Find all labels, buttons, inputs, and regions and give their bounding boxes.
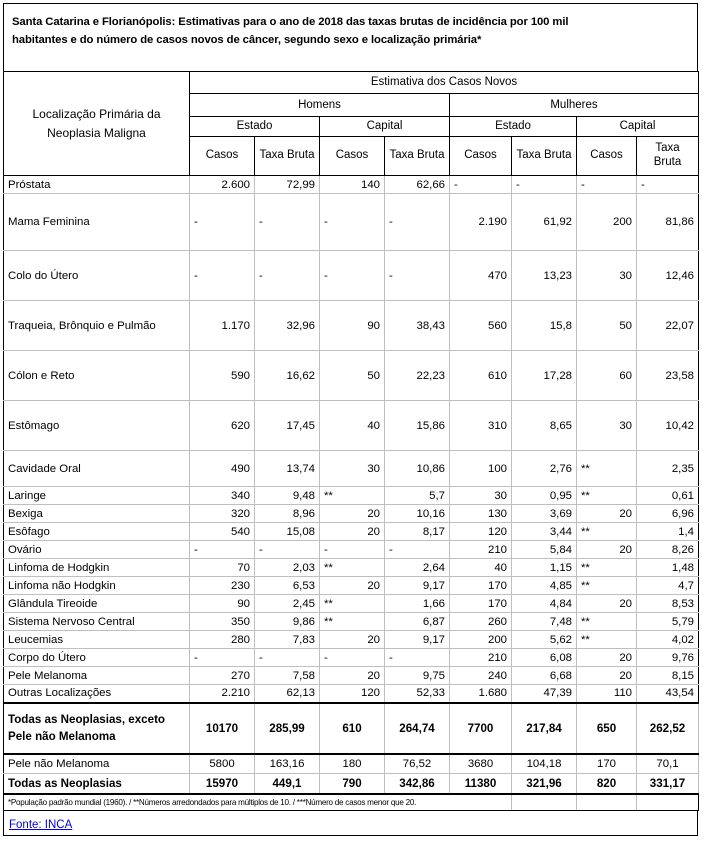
data-cell: 52,33 <box>385 685 450 703</box>
row-label: Corpo do Útero <box>4 649 190 667</box>
data-cell: 9,75 <box>385 667 450 685</box>
summary-cell: 264,74 <box>385 703 450 754</box>
data-cell: 9,86 <box>255 613 320 631</box>
header-group-homens: Homens <box>190 94 450 117</box>
summary-row <box>4 703 699 754</box>
row-label: Traqueia, Brônquio e Pulmão <box>4 301 190 351</box>
data-cell: 8,17 <box>385 523 450 541</box>
data-cell: 9,17 <box>385 577 450 595</box>
summary-row-label: Todas as Neoplasias <box>4 774 190 794</box>
data-cell: - <box>385 541 450 559</box>
data-cell: 270 <box>190 667 255 685</box>
data-cell: 100 <box>450 451 512 487</box>
data-cell: 2.210 <box>190 685 255 703</box>
data-cell: 170 <box>450 595 512 613</box>
footnote-text: *População padrão mundial (1960). / **Números arredondados para múltiplos de 10. / ***Número de casos menor que 20. <box>4 794 512 811</box>
data-cell: 6,53 <box>255 577 320 595</box>
data-cell: 20 <box>320 505 385 523</box>
data-cell: 4,02 <box>637 631 699 649</box>
summary-cell: 610 <box>320 703 385 754</box>
data-cell: - <box>385 649 450 667</box>
data-cell: 2.190 <box>450 194 512 251</box>
header-measure-1: Taxa Bruta <box>255 137 320 176</box>
data-cell: ** <box>320 595 385 613</box>
data-cell: 590 <box>190 351 255 401</box>
data-cell: - <box>255 194 320 251</box>
summary-cell: 10170 <box>190 703 255 754</box>
data-cell: 2,64 <box>385 559 450 577</box>
data-cell: 70 <box>190 559 255 577</box>
data-cell: - <box>637 176 699 194</box>
row-label: Cólon e Reto <box>4 351 190 401</box>
data-cell: 20 <box>320 577 385 595</box>
row-label: Próstata <box>4 176 190 194</box>
data-cell: 50 <box>320 351 385 401</box>
title-line-2: habitantes e do número de casos novos de câncer, segundo sexo e localização primária* <box>12 34 482 47</box>
data-cell: 81,86 <box>637 194 699 251</box>
data-cell: 15,08 <box>255 523 320 541</box>
data-cell: - <box>385 194 450 251</box>
footnote-blank-3 <box>637 794 699 811</box>
data-cell: 560 <box>450 301 512 351</box>
data-cell: 13,74 <box>255 451 320 487</box>
data-cell: 7,48 <box>512 613 577 631</box>
data-cell: 8,26 <box>637 541 699 559</box>
data-cell: 0,95 <box>512 487 577 505</box>
data-cell: 23,58 <box>637 351 699 401</box>
data-cell: 0,61 <box>637 487 699 505</box>
data-cell: 10,86 <box>385 451 450 487</box>
table-row <box>4 685 699 703</box>
estimates-table <box>3 71 699 811</box>
data-cell: ** <box>577 631 637 649</box>
data-cell: 43,54 <box>637 685 699 703</box>
data-cell: ** <box>577 487 637 505</box>
header-group-mulheres-capital: Capital <box>577 117 699 137</box>
data-cell: - <box>450 176 512 194</box>
header-group-mulheres: Mulheres <box>450 94 699 117</box>
summary-cell: 285,99 <box>255 703 320 754</box>
summary-cell: 15970 <box>190 774 255 794</box>
table-title <box>3 3 698 71</box>
data-cell: 10,42 <box>637 401 699 451</box>
data-cell: 15,8 <box>512 301 577 351</box>
data-cell: ** <box>577 613 637 631</box>
data-cell: 40 <box>320 401 385 451</box>
data-cell: 20 <box>577 541 637 559</box>
summary-cell: 11380 <box>450 774 512 794</box>
data-cell: 17,45 <box>255 401 320 451</box>
data-cell: 30 <box>450 487 512 505</box>
table-row <box>4 301 699 351</box>
data-cell: 20 <box>577 595 637 613</box>
source-row <box>3 811 698 836</box>
data-cell: ** <box>577 523 637 541</box>
data-cell: 2,76 <box>512 451 577 487</box>
data-cell: 6,96 <box>637 505 699 523</box>
header-top-group: Estimativa dos Casos Novos <box>190 72 699 94</box>
data-cell: 1,66 <box>385 595 450 613</box>
summary-row <box>4 754 699 774</box>
table-foot <box>4 794 699 811</box>
header-measure-4: Casos <box>450 137 512 176</box>
table-row <box>4 649 699 667</box>
data-cell: 490 <box>190 451 255 487</box>
data-cell: - <box>190 541 255 559</box>
footnote-row <box>4 794 699 811</box>
data-cell: 32,96 <box>255 301 320 351</box>
data-cell: 210 <box>450 649 512 667</box>
data-cell: 6,68 <box>512 667 577 685</box>
data-cell: 20 <box>577 505 637 523</box>
header-measure-5: Taxa Bruta <box>512 137 577 176</box>
data-cell: - <box>320 541 385 559</box>
footnote-blank-2 <box>577 794 637 811</box>
row-label: Bexiga <box>4 505 190 523</box>
data-cell: 22,07 <box>637 301 699 351</box>
table-row <box>4 595 699 613</box>
header-row-group <box>4 72 699 94</box>
row-label: Colo do Útero <box>4 251 190 301</box>
data-cell: 170 <box>450 577 512 595</box>
data-cell: - <box>190 649 255 667</box>
table-row <box>4 667 699 685</box>
data-cell: 6,87 <box>385 613 450 631</box>
table-head <box>4 72 699 176</box>
row-label: Estômago <box>4 401 190 451</box>
data-cell: - <box>255 251 320 301</box>
table-row <box>4 176 699 194</box>
data-cell: 140 <box>320 176 385 194</box>
summary-cell: 163,16 <box>255 754 320 774</box>
summary-row-label: Todas as Neoplasias, exceto Pele não Melanoma <box>4 703 190 754</box>
data-cell: 30 <box>577 251 637 301</box>
header-measure-6: Casos <box>577 137 637 176</box>
data-cell: 110 <box>577 685 637 703</box>
page-root <box>0 3 703 844</box>
table-row <box>4 487 699 505</box>
summary-cell: 76,52 <box>385 754 450 774</box>
data-cell: 20 <box>577 667 637 685</box>
data-cell: 130 <box>450 505 512 523</box>
table-row <box>4 251 699 301</box>
footnote-blank-1 <box>512 794 577 811</box>
data-cell: 62,13 <box>255 685 320 703</box>
data-cell: 1,4 <box>637 523 699 541</box>
data-cell: 9,17 <box>385 631 450 649</box>
header-measure-0: Casos <box>190 137 255 176</box>
data-cell: - <box>385 251 450 301</box>
table-row <box>4 351 699 401</box>
data-cell: 540 <box>190 523 255 541</box>
data-cell: - <box>320 251 385 301</box>
data-cell: 4,7 <box>637 577 699 595</box>
summary-cell: 820 <box>577 774 637 794</box>
data-cell: 50 <box>577 301 637 351</box>
summary-row <box>4 774 699 794</box>
data-cell: 1.680 <box>450 685 512 703</box>
data-cell: ** <box>320 613 385 631</box>
data-cell: 1.170 <box>190 301 255 351</box>
data-cell: 3,69 <box>512 505 577 523</box>
summary-cell: 321,96 <box>512 774 577 794</box>
data-cell: 40 <box>450 559 512 577</box>
data-cell: - <box>190 194 255 251</box>
data-cell: - <box>255 541 320 559</box>
table-row <box>4 631 699 649</box>
data-cell: 12,46 <box>637 251 699 301</box>
table-row <box>4 577 699 595</box>
data-cell: - <box>190 251 255 301</box>
data-cell: 15,86 <box>385 401 450 451</box>
data-cell: - <box>320 649 385 667</box>
data-cell: 320 <box>190 505 255 523</box>
table-row <box>4 523 699 541</box>
title-line-1: Santa Catarina e Florianópolis: Estimativas para o ano de 2018 das taxas brutas de incidência por 100 mil <box>12 16 569 28</box>
data-cell: 1,48 <box>637 559 699 577</box>
data-cell: 350 <box>190 613 255 631</box>
data-cell: 210 <box>450 541 512 559</box>
data-cell: ** <box>320 487 385 505</box>
data-cell: 2,45 <box>255 595 320 613</box>
data-cell: ** <box>577 451 637 487</box>
data-cell: 280 <box>190 631 255 649</box>
header-group-homens-capital: Capital <box>320 117 450 137</box>
data-cell: 610 <box>450 351 512 401</box>
table-row <box>4 541 699 559</box>
summary-cell: 342,86 <box>385 774 450 794</box>
data-cell: 470 <box>450 251 512 301</box>
table-row <box>4 505 699 523</box>
data-cell: 7,58 <box>255 667 320 685</box>
data-cell: 230 <box>190 577 255 595</box>
data-cell: ** <box>320 559 385 577</box>
data-cell: 60 <box>577 351 637 401</box>
summary-cell: 262,52 <box>637 703 699 754</box>
data-cell: - <box>255 649 320 667</box>
data-cell: 9,76 <box>637 649 699 667</box>
data-cell: 620 <box>190 401 255 451</box>
table-row <box>4 194 699 251</box>
data-cell: 200 <box>577 194 637 251</box>
summary-cell: 650 <box>577 703 637 754</box>
data-cell: 16,62 <box>255 351 320 401</box>
table-row <box>4 401 699 451</box>
data-cell: 2.600 <box>190 176 255 194</box>
data-cell: 20 <box>577 649 637 667</box>
header-measure-7: Taxa Bruta <box>637 137 699 176</box>
row-label: Laringe <box>4 487 190 505</box>
data-cell: 47,39 <box>512 685 577 703</box>
data-cell: 20 <box>320 667 385 685</box>
summary-cell: 217,84 <box>512 703 577 754</box>
data-cell: - <box>577 176 637 194</box>
data-cell: 90 <box>320 301 385 351</box>
summary-cell: 170 <box>577 754 637 774</box>
row-label: Sistema Nervoso Central <box>4 613 190 631</box>
data-cell: 30 <box>577 401 637 451</box>
data-cell: 8,65 <box>512 401 577 451</box>
row-label: Linfoma não Hodgkin <box>4 577 190 595</box>
summary-cell: 449,1 <box>255 774 320 794</box>
data-cell: 13,23 <box>512 251 577 301</box>
data-cell: 8,15 <box>637 667 699 685</box>
row-label: Leucemias <box>4 631 190 649</box>
summary-cell: 104,18 <box>512 754 577 774</box>
summary-cell: 3680 <box>450 754 512 774</box>
summary-row-label: Pele não Melanoma <box>4 754 190 774</box>
row-label: Linfoma de Hodgkin <box>4 559 190 577</box>
data-cell: 17,28 <box>512 351 577 401</box>
data-cell: 120 <box>450 523 512 541</box>
summary-cell: 7700 <box>450 703 512 754</box>
data-cell: ** <box>577 577 637 595</box>
data-cell: 72,99 <box>255 176 320 194</box>
data-cell: 5,7 <box>385 487 450 505</box>
summary-cell: 70,1 <box>637 754 699 774</box>
row-label: Esôfago <box>4 523 190 541</box>
data-cell: 6,08 <box>512 649 577 667</box>
row-label: Ovário <box>4 541 190 559</box>
data-cell: 10,16 <box>385 505 450 523</box>
data-cell: 4,85 <box>512 577 577 595</box>
summary-cell: 790 <box>320 774 385 794</box>
summary-cell: 5800 <box>190 754 255 774</box>
data-cell: ** <box>577 559 637 577</box>
data-cell: 61,92 <box>512 194 577 251</box>
data-cell: 9,48 <box>255 487 320 505</box>
data-cell: 2,03 <box>255 559 320 577</box>
table-row <box>4 559 699 577</box>
row-label: Cavidade Oral <box>4 451 190 487</box>
data-cell: 5,84 <box>512 541 577 559</box>
header-measure-3: Taxa Bruta <box>385 137 450 176</box>
data-cell: 240 <box>450 667 512 685</box>
data-cell: 20 <box>320 523 385 541</box>
summary-cell: 331,17 <box>637 774 699 794</box>
data-cell: 120 <box>320 685 385 703</box>
data-cell: 200 <box>450 631 512 649</box>
header-group-mulheres-estado: Estado <box>450 117 577 137</box>
data-cell: 5,79 <box>637 613 699 631</box>
data-cell: 38,43 <box>385 301 450 351</box>
data-cell: 8,53 <box>637 595 699 613</box>
header-group-homens-estado: Estado <box>190 117 320 137</box>
data-cell: - <box>320 194 385 251</box>
data-cell: 3,44 <box>512 523 577 541</box>
header-row-label: Localização Primária da Neoplasia Maligna <box>4 72 190 176</box>
data-cell: - <box>512 176 577 194</box>
data-cell: 2,35 <box>637 451 699 487</box>
data-cell: 260 <box>450 613 512 631</box>
data-cell: 4,84 <box>512 595 577 613</box>
header-measure-2: Casos <box>320 137 385 176</box>
summary-cell: 180 <box>320 754 385 774</box>
data-cell: 22,23 <box>385 351 450 401</box>
table-row <box>4 451 699 487</box>
data-cell: 30 <box>320 451 385 487</box>
table-row <box>4 613 699 631</box>
data-cell: 62,66 <box>385 176 450 194</box>
data-cell: 8,96 <box>255 505 320 523</box>
row-label: Mama Feminina <box>4 194 190 251</box>
data-cell: 20 <box>320 631 385 649</box>
data-cell: 7,83 <box>255 631 320 649</box>
row-label: Outras Localizações <box>4 685 190 703</box>
row-label: Glândula Tireoide <box>4 595 190 613</box>
table-body <box>4 176 699 794</box>
data-cell: 340 <box>190 487 255 505</box>
data-cell: 90 <box>190 595 255 613</box>
row-label: Pele Melanoma <box>4 667 190 685</box>
data-cell: 310 <box>450 401 512 451</box>
data-cell: 5,62 <box>512 631 577 649</box>
source-link-inca[interactable]: Fonte: INCA <box>9 819 73 831</box>
data-cell: 1,15 <box>512 559 577 577</box>
